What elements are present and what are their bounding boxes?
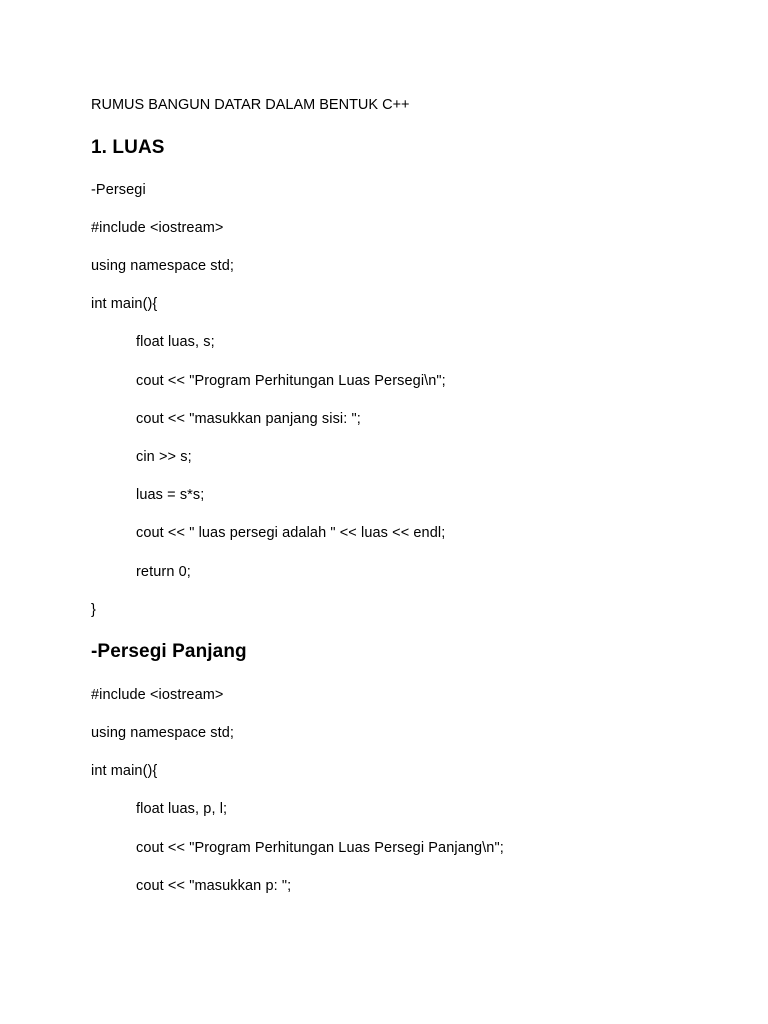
code-line-cin: cin >> s; — [136, 449, 192, 465]
code-line-return: return 0; — [136, 564, 191, 580]
document-title: RUMUS BANGUN DATAR DALAM BENTUK C++ — [91, 97, 410, 113]
code-line-main-close: } — [91, 602, 96, 618]
code-line-cout-result: cout << " luas persegi adalah " << luas << endl; — [136, 525, 446, 541]
code-line-decl: float luas, p, l; — [136, 801, 228, 817]
code-line-main-open: int main(){ — [91, 763, 158, 779]
heading-luas: 1. LUAS — [91, 137, 165, 158]
subheading-persegi: -Persegi — [91, 182, 146, 198]
code-line-cout-title: cout << "Program Perhitungan Luas Persegi Panjang\n"; — [136, 840, 504, 856]
code-line-cout-prompt: cout << "masukkan panjang sisi: "; — [136, 411, 361, 427]
code-line-using: using namespace std; — [91, 258, 235, 274]
code-line-cout-prompt: cout << "masukkan p: "; — [136, 878, 292, 894]
heading-persegi-panjang: -Persegi Panjang — [91, 641, 247, 662]
code-line-cout-title: cout << "Program Perhitungan Luas Persegi\n"; — [136, 373, 446, 389]
code-line-calc: luas = s*s; — [136, 487, 205, 503]
code-line-include: #include <iostream> — [91, 687, 224, 703]
code-line-include: #include <iostream> — [91, 220, 224, 236]
code-line-main-open: int main(){ — [91, 296, 158, 312]
code-line-decl: float luas, s; — [136, 334, 215, 350]
code-line-using: using namespace std; — [91, 725, 235, 741]
